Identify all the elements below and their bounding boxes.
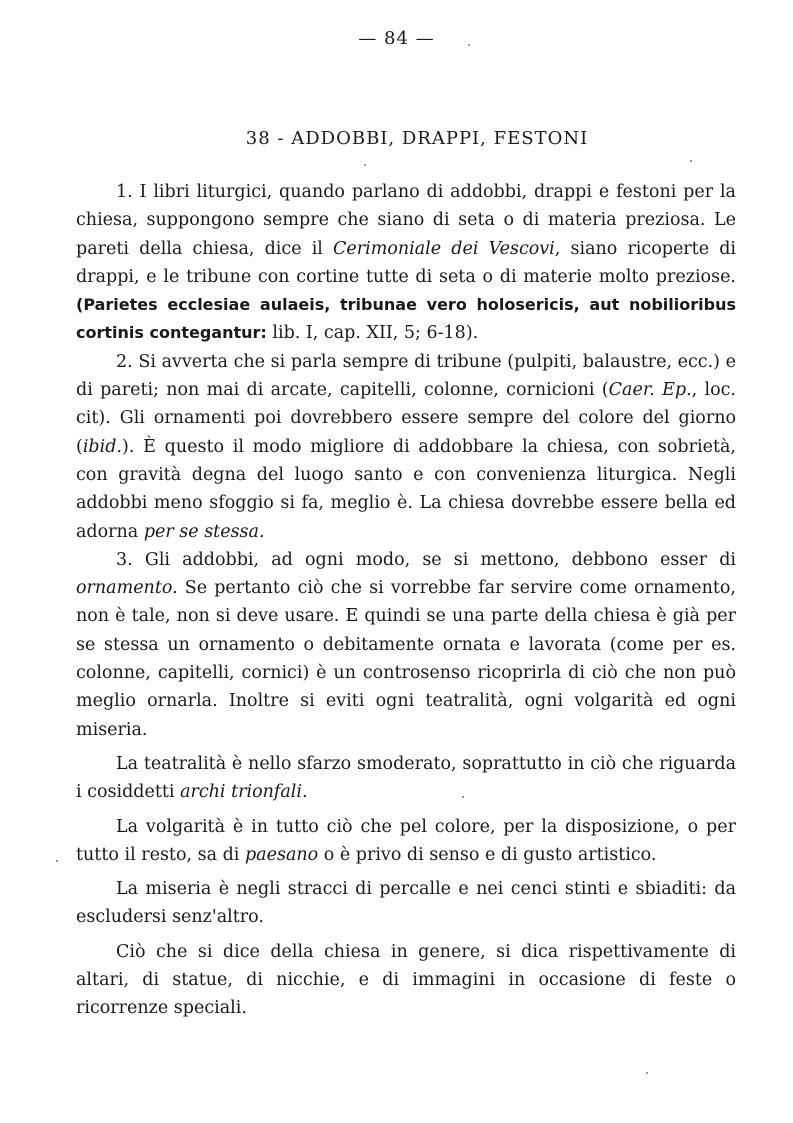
italic-run: archi trionfali.: [180, 782, 308, 803]
text-run: La volgarità è in tutto ciò che pel colore, per la disposizione, o per tutto il resto, sa di: [76, 816, 736, 865]
text-run: La teatralità è nello sfarzo smoderato, soprattutto in ciò che riguarda i cosiddetti: [76, 753, 736, 803]
italic-run: per se stessa.: [143, 521, 265, 542]
italic-run: ornamento.: [76, 578, 178, 599]
text-run: o è privo di senso e di gusto artistico.: [318, 844, 657, 865]
paragraph-5: [76, 813, 736, 870]
text-run: Se pertanto ciò che si vorrebbe far servire come ornamento, non è tale, non si deve usare. E quindi se una parte della chiesa è già per se stessa un ornamento o debitamente ornata e lavorata (come per es. colonne, capitelli, cornici) è un controsenso ricoprirla di ciò che non può meglio ornarla. Inoltre si eviti ogni teatralità, ogni volgarità ed ogni miseria.: [76, 578, 736, 740]
page-number: — 84 —: [358, 28, 435, 49]
text-run: , siano ricoperte di drappi, e le tribune con cortine tutte di seta o di materie molto preziose.: [76, 238, 737, 287]
text-run: 2. Si avverta che si parla sempre di tribune (pulpiti, balaustre, ecc.) e di pareti; non mai di arcate, capitelli, colonne, cornicioni (: [76, 351, 736, 401]
scan-speck: [690, 160, 692, 162]
text-run: lib. I, cap. XII, 5; 6-18).: [266, 323, 479, 344]
paragraph-6: [76, 875, 736, 932]
text-run: 1. I libri liturgici, quando parlano di addobbi, drappi e festoni per la chiesa, suppongono sempre che siano di seta o di materia preziosa. Le pareti della chiesa, dice il: [76, 182, 736, 259]
italic-run: Cerimoniale dei Vescovi: [333, 238, 555, 259]
scan-speck: [646, 1072, 648, 1074]
text-run: Ciò che si dice della chiesa in genere, si dica rispettivamente di altari, di statue, di nicchie, e di immagini in occasione di feste o ricorrenze speciali.: [76, 941, 736, 1019]
scan-speck: [462, 796, 464, 798]
italic-run: paesano: [244, 844, 319, 865]
paragraph-2: [76, 348, 736, 546]
italic-run: ibid.: [82, 436, 122, 457]
body-text: [76, 178, 736, 1023]
scan-speck: [364, 164, 366, 166]
paragraph-1: [76, 178, 736, 348]
text-run: ). È questo il modo migliore di addobbare la chiesa, con sobrietà, con gravità degna del luogo santo e con convenienza liturgica. Negli addobbi meno sfoggio si fa, meglio è. La chiesa dovrebbe essere bella ed adorna: [76, 436, 736, 542]
bold-latin-quote: (Parietes ecclesiae aulaeis, tribunae vero holosericis, aut nobilioribus cortinis contegantur:: [76, 295, 736, 343]
italic-run: Caer. Ep.: [608, 380, 692, 401]
paragraph-3: [76, 546, 736, 744]
text-run: , loc. cit). Gli ornamenti poi dovrebbero essere sempre del colore del giorno (: [76, 380, 736, 457]
scan-speck: [468, 44, 470, 46]
scan-speck: [56, 860, 58, 862]
text-run: La miseria è negli stracci di percalle e nei cenci stinti e sbiaditi: da escludersi senz'altro.: [76, 879, 736, 928]
paragraph-7: [76, 938, 736, 1023]
text-run: 3. Gli addobbi, ad ogni modo, se si mettono, debbono esser di: [116, 549, 736, 570]
section-title: 38 - ADDOBBI, DRAPPI, FESTONI: [245, 128, 589, 149]
paragraph-4: [76, 750, 736, 807]
